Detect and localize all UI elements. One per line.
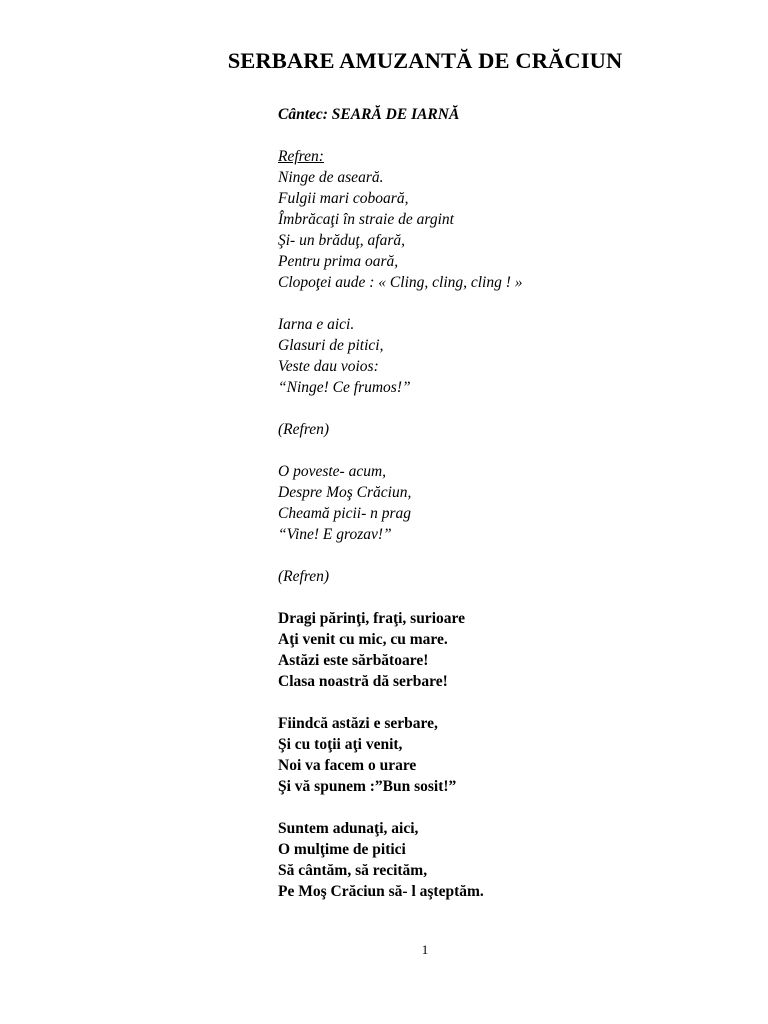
verse-line: Despre Moş Crăciun,	[278, 484, 412, 501]
refrain-label: Refren:	[278, 148, 324, 165]
poem-stanza-2	[278, 713, 748, 797]
refrain-line: Fulgii mari coboară,	[278, 190, 409, 207]
verse-line: Iarna e aici.	[278, 316, 355, 333]
refrain-marker-text: (Refren)	[278, 421, 330, 438]
refrain-line: Clopoţei aude : « Cling, cling, cling ! »	[278, 274, 523, 291]
verse-line: Veste dau voios:	[278, 358, 379, 375]
poem-line: Astăzi este sărbătoare!	[278, 652, 429, 669]
refrain-line: Pentru prima oară,	[278, 253, 399, 270]
poem-line: Suntem adunaţi, aici,	[278, 820, 419, 837]
refrain-marker-text: (Refren)	[278, 568, 330, 585]
song-verse-1	[278, 314, 748, 398]
verse-line: “Vine! E grozav!”	[278, 526, 392, 543]
page-number: 1	[421, 942, 429, 957]
verse-line: O poveste- acum,	[278, 463, 387, 480]
refrain-line: Şi- un brăduţ, afară,	[278, 232, 406, 249]
poem-stanza-1	[278, 608, 748, 692]
document-body	[278, 104, 748, 902]
verse-line: Cheamă picii- n prag	[278, 505, 412, 522]
refrain-line: Ninge de aseară.	[278, 169, 384, 186]
refrain	[278, 146, 748, 293]
poem-line: Clasa noastră dă serbare!	[278, 673, 448, 690]
verse-line: Glasuri de pitici,	[278, 337, 384, 354]
poem-line: Fiindcă astăzi e serbare,	[278, 715, 438, 732]
poem-line: Şi cu toţii aţi venit,	[278, 736, 403, 753]
poem-line: Noi va facem o urare	[278, 757, 417, 774]
verse-line: “Ninge! Ce frumos!”	[278, 379, 411, 396]
refrain-marker	[278, 566, 748, 587]
song-title: Cântec: SEARĂ DE IARNĂ	[278, 106, 460, 123]
poem-line: O mulţime de pitici	[278, 841, 406, 858]
poem-line: Dragi părinţi, fraţi, surioare	[278, 610, 465, 627]
refrain-line: Îmbrăcaţi în straie de argint	[278, 211, 454, 228]
poem-line: Pe Moş Crăciun să- l aşteptăm.	[278, 883, 484, 900]
song-verse-2	[278, 461, 748, 545]
poem-line: Să cântăm, să recităm,	[278, 862, 428, 879]
poem-line: Şi vă spunem :”Bun sosit!”	[278, 778, 457, 795]
poem-line: Aţi venit cu mic, cu mare.	[278, 631, 448, 648]
poem-stanza-3	[278, 818, 748, 902]
document-title: SERBARE AMUZANTĂ DE CRĂCIUN	[227, 48, 623, 73]
refrain-marker	[278, 419, 748, 440]
